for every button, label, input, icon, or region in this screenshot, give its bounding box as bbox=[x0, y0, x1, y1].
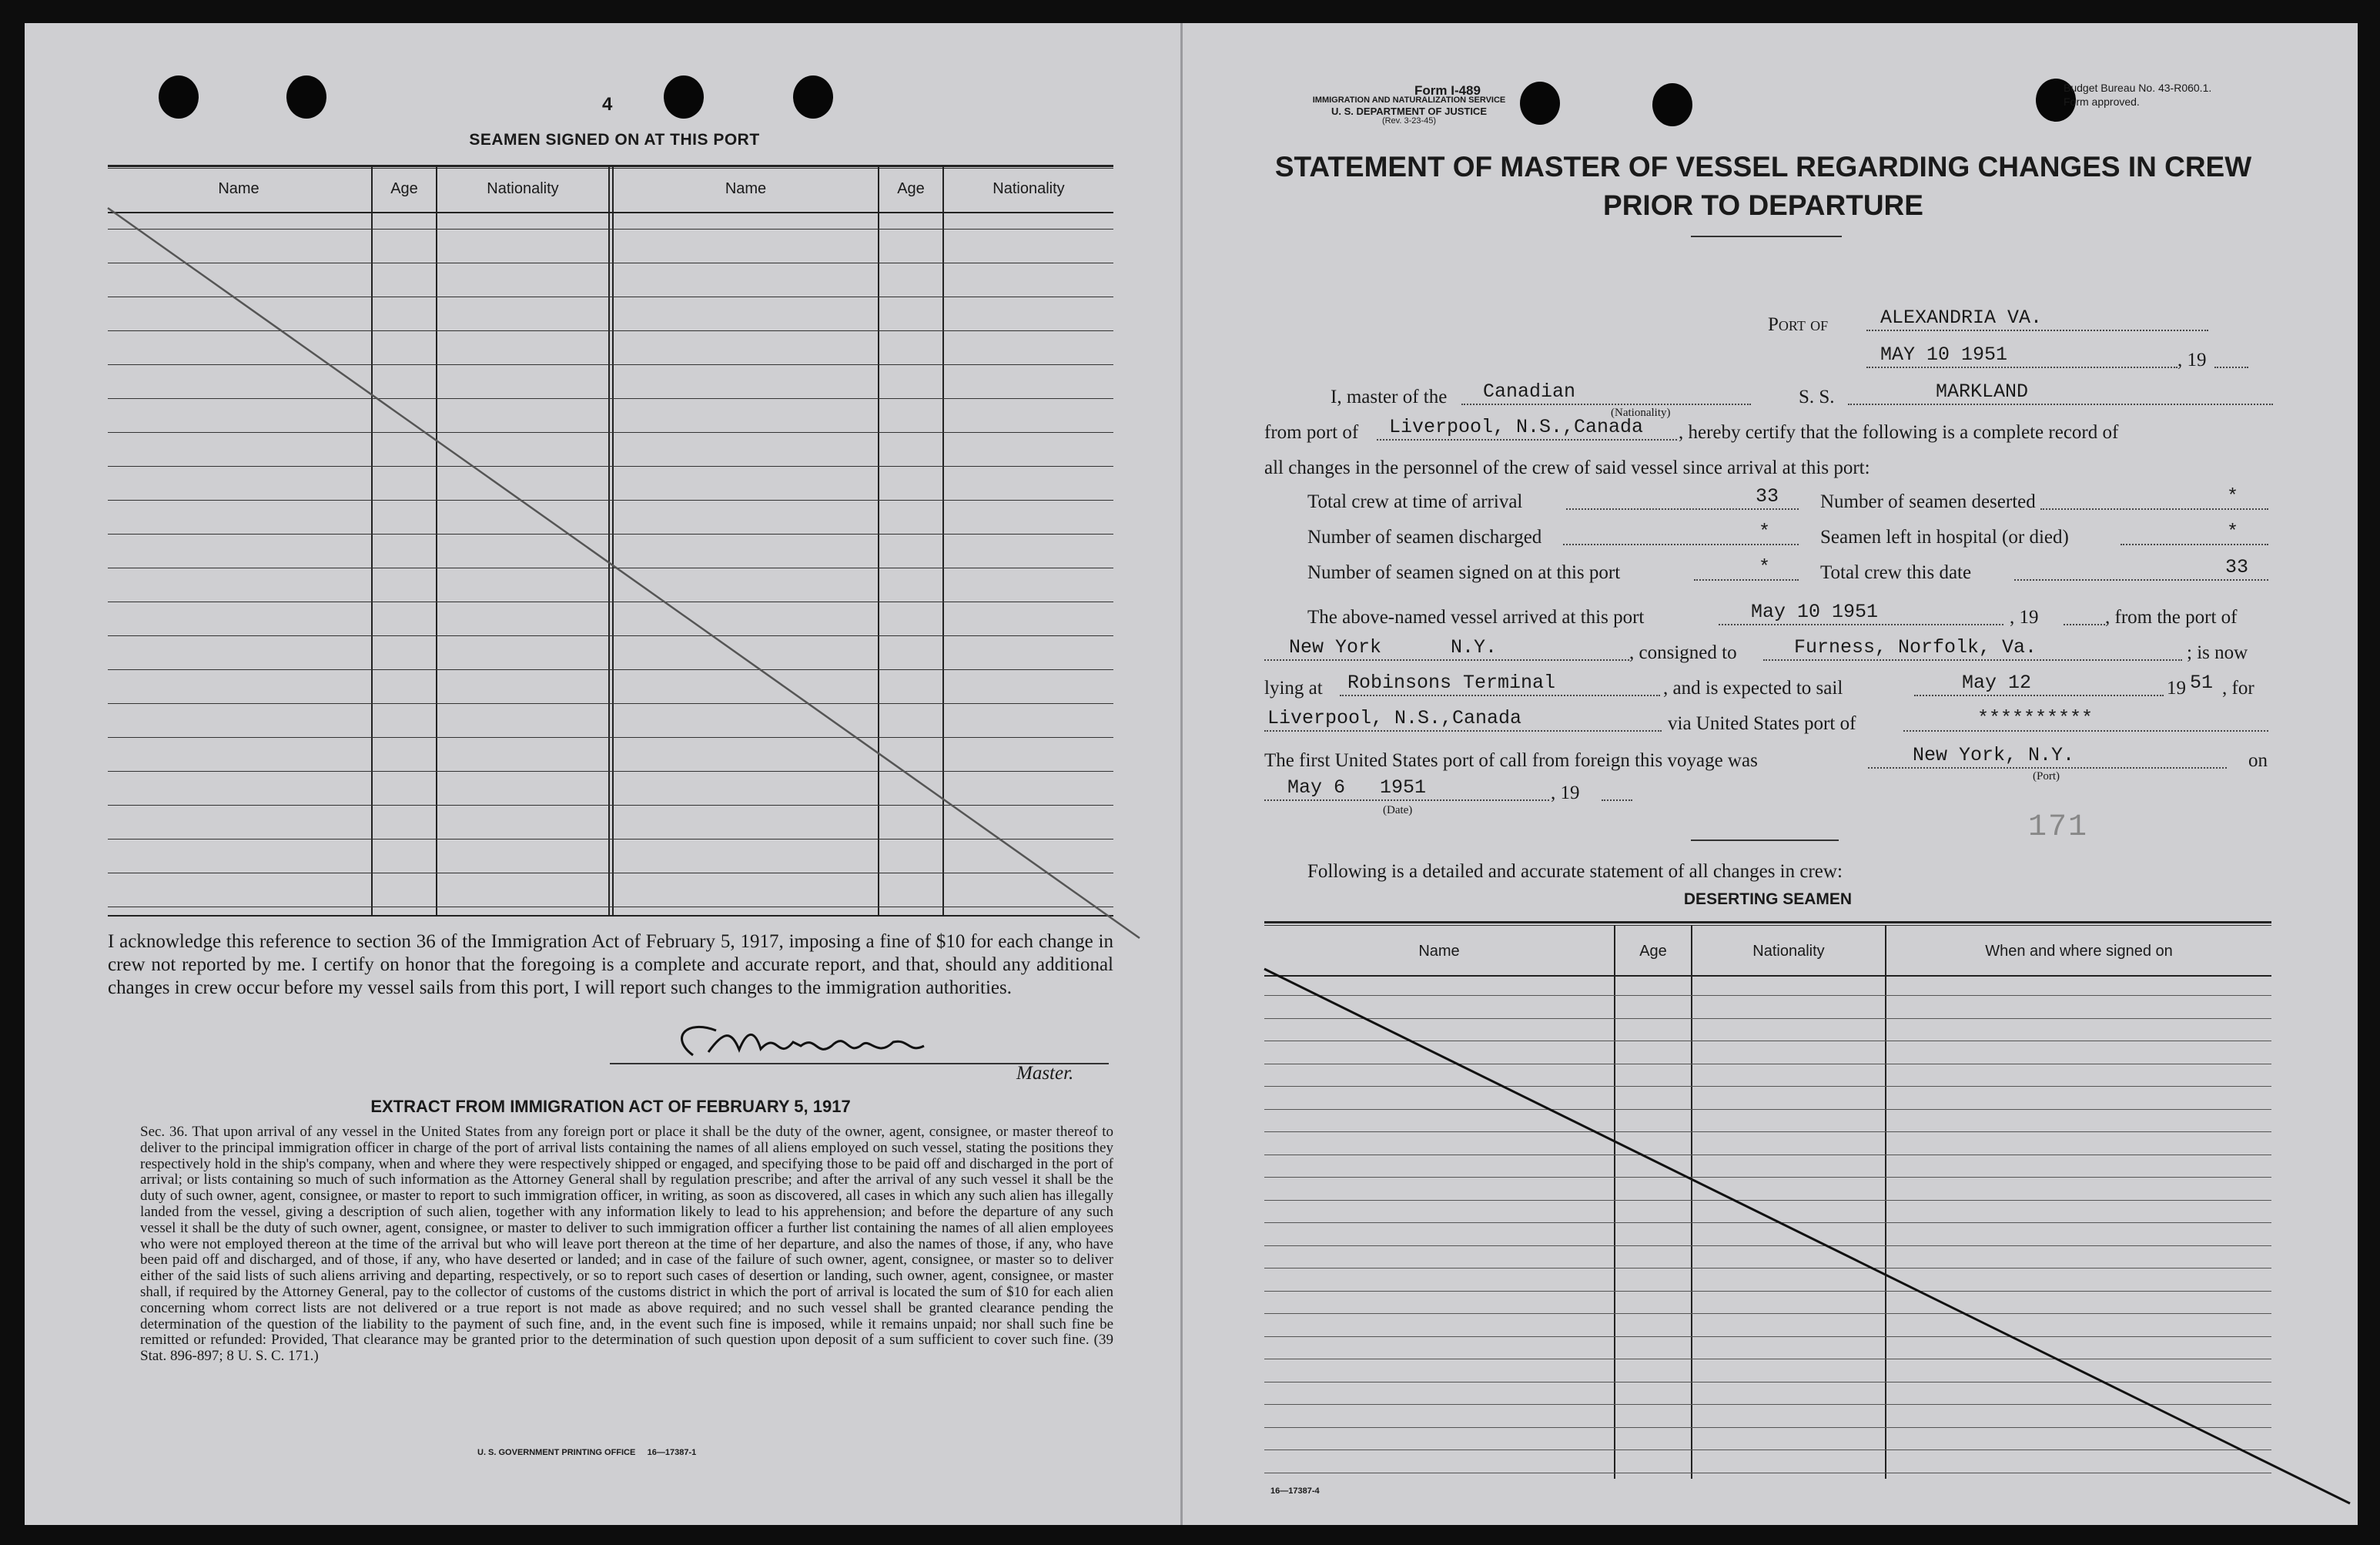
form-number: Form I-489 bbox=[1414, 83, 1481, 98]
punch-hole bbox=[1652, 83, 1692, 126]
ss-label: S. S. bbox=[1799, 387, 1835, 407]
column-header-age: Age bbox=[897, 180, 925, 197]
port-caption: (Port) bbox=[2033, 770, 2060, 783]
column-header-name: Name bbox=[1418, 943, 1460, 960]
separator-rule bbox=[1691, 840, 1839, 841]
title-rule bbox=[1691, 236, 1842, 237]
extract-text: Sec. 36. That upon arrival of any vessel in the United States from any foreign port or place it shall be the duty of the owner, agent, consignee, or master thereof to deliver to the principal immigration officer in charge of the port of arrival lists containing the names of all aliens employed on such vessel, stating the positions they respectively hold in the ship's company, when and where they were respectively shipped or engaged, and specifying those to be paid off and discharged in the port of arrival; or lists containing so much of such information as the Attorney General shall by regulation prescribe; and after the arrival of any such vessel it shall be the duty of such owner, agent, consignee, or master to report to such immigration officer, in writing, as soon as discovered, all cases in which any such alien has illegally landed from the vessel, giving a description of such alien, together with any information likely to lead to his apprehension; and before the departure of any such vessel it shall be the duty of such owner, agent, consignee, or master to deliver to such immigration officer a further list containing the names of all alien employees who were not employed thereon at the time of the arrival but who will leave port thereon at the time of her departure, and also the names of those, if any, who have been paid off and discharged, and of those, if any, who have deserted or landed; and in case of the failure of such owner, agent, consignee, or master so to deliver either of the said lists of such aliens arriving and departing, respectively, or so to report such cases of desertion or landing, such owner, agent, consignee, or master shall, if required by the Attorney General, pay to the collector of customs of the customs district in which the port of arrival is located the sum of $10 for each alien concerning whom correct lists are not delivered or a true report is not made as above required; and no such vessel shall be granted clearance pending the determination of the question of the liability to the payment of such fine, and, in the event such fine is imposed, while it remains unpaid; nor shall such fine be remitted or refunded: Provided, That clearance may be granted prior to the determination of such question upon deposit of a sum sufficient to cover such fine. (39 Stat. 896-897; 8 U. S. C. 171.) bbox=[140, 1124, 1113, 1365]
arrived-date: May 10 1951 bbox=[1751, 601, 1879, 623]
form-title-line2: PRIOR TO DEPARTURE bbox=[1603, 189, 1923, 221]
stat-value: * bbox=[1759, 556, 1771, 578]
form-title-line1: STATEMENT OF MASTER OF VESSEL REGARDING CHANGES IN CREW bbox=[1274, 151, 2252, 183]
certification-text: I acknowledge this reference to section 36 of the Immigration Act of February 5, 1917, imposing a fine of $10 for each change in crew not reported by me. I certify on honor that the foregoing is a complete and accurate report, and that, should any additional changes in crew occur before my vessel sails from this port, I will report such changes to the immigration authorities. bbox=[108, 931, 1113, 998]
master-signature bbox=[662, 1015, 970, 1069]
column-header-nationality: Nationality bbox=[487, 180, 559, 197]
stat-value: 33 bbox=[2225, 556, 2249, 578]
column-header-name: Name bbox=[725, 180, 767, 197]
left-footer: U. S. GOVERNMENT PRINTING OFFICE 16—17387-1 bbox=[477, 1448, 697, 1457]
via-value: ********** bbox=[1977, 707, 2094, 729]
stat-label: Number of seamen deserted bbox=[1820, 491, 2036, 512]
date-value: MAY 10 1951 bbox=[1880, 344, 2008, 366]
certify-text: , hereby certify that the following is a complete record of bbox=[1679, 422, 2119, 443]
first-date-value: May 6 1951 bbox=[1287, 776, 1427, 799]
stat-value: 33 bbox=[1756, 485, 1779, 508]
consigned-label: , consigned to bbox=[1629, 642, 1737, 663]
nationality-caption: (Nationality) bbox=[1611, 407, 1671, 419]
consigned-value: Furness, Norfolk, Va. bbox=[1794, 636, 2037, 659]
page-number: 4 bbox=[602, 94, 613, 115]
from-the-port-label: , from the port of bbox=[2105, 607, 2238, 628]
form-revision: (Rev. 3-23-45) bbox=[1381, 116, 1437, 126]
stat-label: Number of seamen signed on at this port bbox=[1307, 562, 1621, 583]
extract-title: EXTRACT FROM IMMIGRATION ACT OF FEBRUARY 5, 1917 bbox=[370, 1097, 851, 1116]
form-approved: Form approved. bbox=[2064, 96, 2140, 108]
column-header-nationality: Nationality bbox=[993, 180, 1065, 197]
vessel-name-value: MARKLAND bbox=[1936, 380, 2029, 403]
deserting-title: DESERTING SEAMEN bbox=[1683, 890, 1853, 908]
stat-label: Number of seamen discharged bbox=[1307, 527, 1542, 548]
strike-through-line bbox=[0, 0, 1183, 947]
lying-label: lying at bbox=[1264, 678, 1323, 699]
via-label: via United States port of bbox=[1668, 713, 1856, 734]
department-name: U. S. DEPARTMENT OF JUSTICE bbox=[1331, 106, 1487, 117]
right-footer: 16—17387-4 bbox=[1270, 1486, 1320, 1496]
column-header-age: Age bbox=[390, 180, 418, 197]
destination-value: Liverpool, N.S.,Canada bbox=[1267, 707, 1522, 729]
arrived-suffix: , 19 bbox=[2010, 607, 2039, 628]
stat-value: * bbox=[1759, 521, 1771, 543]
arrived-from-value: New York N.Y. bbox=[1289, 636, 1498, 659]
column-header-name: Name bbox=[218, 180, 259, 197]
certify-text-2: all changes in the personnel of the crew of said vessel since arrival at this port: bbox=[1264, 457, 1870, 478]
stat-label: Total crew at time of arrival bbox=[1307, 491, 1523, 512]
strike-through-line bbox=[1232, 924, 2356, 1510]
date-caption: (Date) bbox=[1383, 804, 1413, 816]
port-value: ALEXANDRIA VA. bbox=[1880, 307, 2043, 329]
sail-year-prefix: 19 bbox=[2167, 678, 2186, 699]
for-label: , for bbox=[2222, 678, 2254, 699]
first-port-text: The first United States port of call from foreign this voyage was bbox=[1264, 750, 1758, 771]
signature-label: Master. bbox=[1016, 1063, 1074, 1084]
agency-name: IMMIGRATION AND NATURALIZATION SERVICE bbox=[1312, 96, 1506, 105]
sail-date-value: May 12 bbox=[1962, 672, 2032, 694]
stat-label: Seamen left in hospital (or died) bbox=[1820, 527, 2069, 548]
port-label: Port of bbox=[1768, 314, 1829, 335]
is-now-label: ; is now bbox=[2187, 642, 2248, 663]
stat-label: Total crew this date bbox=[1820, 562, 1972, 583]
following-text: Following is a detailed and accurate statement of all changes in crew: bbox=[1307, 861, 1843, 882]
master-label: I, master of the bbox=[1331, 387, 1448, 407]
sail-label: , and is expected to sail bbox=[1663, 678, 1843, 699]
from-port-value: Liverpool, N.S.,Canada bbox=[1389, 416, 1644, 438]
column-header-nationality: Nationality bbox=[1752, 943, 1825, 960]
date-suffix: , 19 bbox=[2177, 350, 2207, 370]
on-label: on bbox=[2248, 750, 2268, 771]
nationality-value: Canadian bbox=[1483, 380, 1576, 403]
arrived-text: The above-named vessel arrived at this port bbox=[1307, 607, 1645, 628]
lying-value: Robinsons Terminal bbox=[1347, 672, 1556, 694]
stamp-number: 171 bbox=[2028, 810, 2089, 845]
column-header-signed-on: When and where signed on bbox=[1985, 943, 2173, 960]
first-date-suffix: , 19 bbox=[1551, 783, 1580, 803]
column-header-age: Age bbox=[1639, 943, 1667, 960]
first-port-value: New York, N.Y. bbox=[1913, 744, 2075, 766]
left-page-title: SEAMEN SIGNED ON AT THIS PORT bbox=[469, 131, 760, 149]
budget-bureau-number: Budget Bureau No. 43-R060.1. bbox=[2064, 82, 2212, 94]
stat-value: * bbox=[2227, 521, 2239, 543]
stat-value: * bbox=[2227, 485, 2239, 508]
from-port-label: from port of bbox=[1264, 422, 1359, 443]
sail-year-value: 51 bbox=[2190, 672, 2214, 694]
